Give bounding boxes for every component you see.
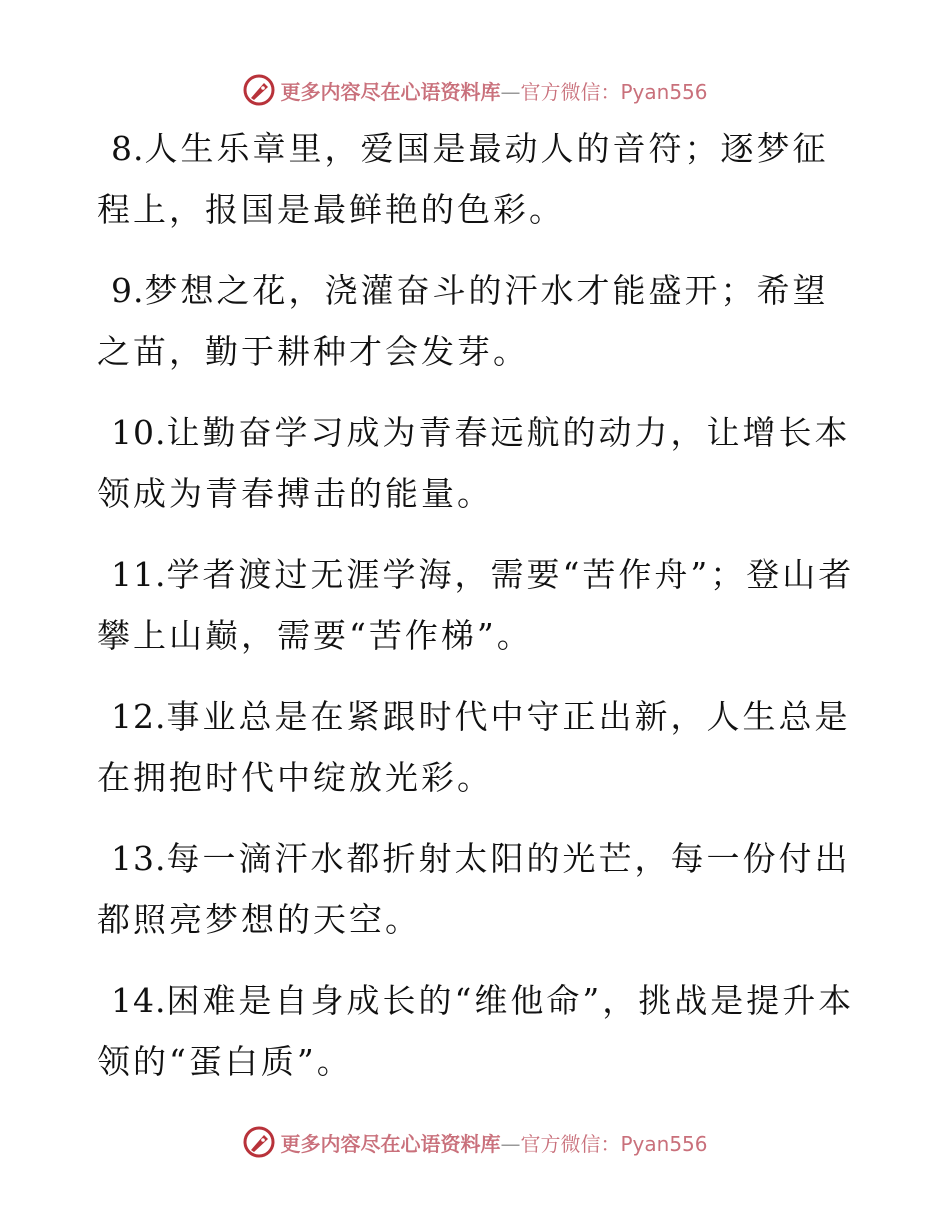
paragraph-text: 每一滴汗水都折射太阳的光芒，每一份付出都照亮梦想的天空。 xyxy=(97,839,851,939)
paragraph-10 xyxy=(97,402,857,524)
pen-nib-logo-icon xyxy=(242,73,276,107)
paragraph-number: 12. xyxy=(111,697,167,736)
banner-wechat-id: Pyan556 xyxy=(620,79,708,104)
paragraph-text: 事业总是在紧跟时代中守正出新，人生总是在拥抱时代中绽放光彩。 xyxy=(97,697,851,797)
paragraph-11 xyxy=(97,544,857,666)
banner-main-text: 更多内容尽在心语资料库 xyxy=(280,79,501,104)
paragraph-8 xyxy=(97,118,857,240)
paragraph-12 xyxy=(97,686,857,808)
pen-nib-logo-icon xyxy=(242,1125,276,1159)
paragraph-number: 10. xyxy=(111,413,167,452)
paragraph-number: 8. xyxy=(111,129,145,168)
paragraph-text: 梦想之花，浇灌奋斗的汗水才能盛开；希望之苗，勤于耕种才会发芽。 xyxy=(97,271,829,371)
paragraph-9 xyxy=(97,260,857,382)
paragraph-text: 让勤奋学习成为青春远航的动力，让增长本领成为青春搏击的能量。 xyxy=(97,413,851,513)
paragraph-number: 9. xyxy=(111,271,145,310)
document-body xyxy=(97,118,857,1112)
banner-dash: — xyxy=(500,1131,521,1156)
banner-wechat-id: Pyan556 xyxy=(620,1131,708,1156)
footer-banner xyxy=(0,1122,950,1162)
header-banner xyxy=(0,70,950,110)
banner-wechat-label: 官方微信： xyxy=(520,1131,621,1156)
banner-text xyxy=(280,1128,707,1157)
paragraph-text: 学者渡过无涯学海，需要“苦作舟”；登山者攀上山巅，需要“苦作梯”。 xyxy=(97,555,855,655)
banner-text xyxy=(280,76,707,105)
banner-dash: — xyxy=(500,79,521,104)
paragraph-text: 困难是自身成长的“维他命”，挑战是提升本领的“蛋白质”。 xyxy=(97,981,855,1081)
paragraph-14 xyxy=(97,970,857,1092)
banner-main-text: 更多内容尽在心语资料库 xyxy=(280,1131,501,1156)
paragraph-number: 13. xyxy=(111,839,167,878)
paragraph-number: 11. xyxy=(111,555,167,594)
banner-wechat-label: 官方微信： xyxy=(520,79,621,104)
paragraph-number: 14. xyxy=(111,981,167,1020)
paragraph-text: 人生乐章里，爱国是最动人的音符；逐梦征程上，报国是最鲜艳的色彩。 xyxy=(97,129,829,229)
paragraph-13 xyxy=(97,828,857,950)
